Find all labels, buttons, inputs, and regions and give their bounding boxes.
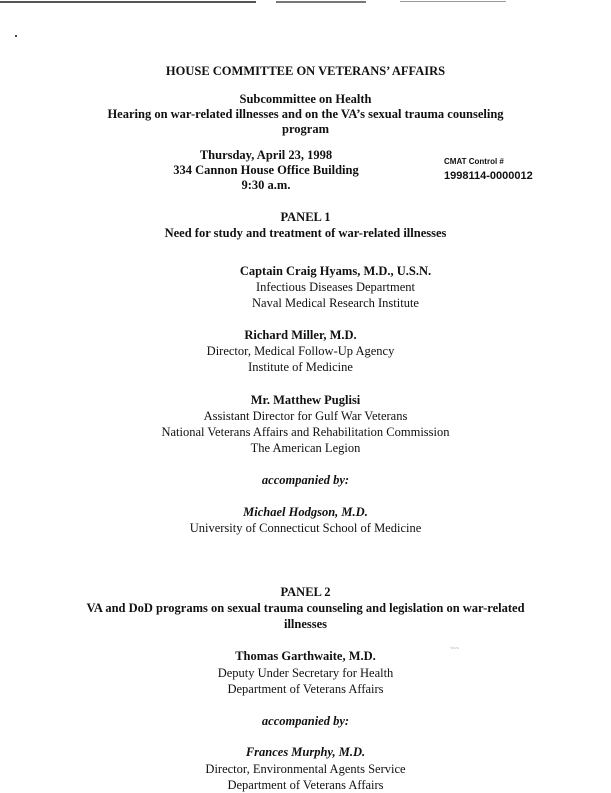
hearing-title-cont: program xyxy=(282,122,329,136)
scan-edge-line xyxy=(400,1,506,2)
scan-edge-line xyxy=(0,1,256,3)
accompanying-affiliation: University of Connecticut School of Medicine xyxy=(189,521,422,535)
committee-title: HOUSE COMMITTEE ON VETERANS’ AFFAIRS xyxy=(165,64,446,78)
scan-speck xyxy=(15,35,17,37)
witness-affiliation: Deputy Under Secretary for Health xyxy=(217,666,394,680)
cmat-control-label: CMAT Control # xyxy=(444,157,504,166)
witness-name: Mr. Matthew Puglisi xyxy=(250,393,361,407)
witness-affiliation: Director, Medical Follow-Up Agency xyxy=(206,344,395,358)
witness-name: Richard Miller, M.D. xyxy=(244,328,357,342)
hearing-time: 9:30 a.m. xyxy=(241,178,291,192)
accompanied-by-label: accompanied by: xyxy=(261,714,350,728)
cmat-control-number: 1998114-0000012 xyxy=(444,170,533,182)
witness-affiliation: Assistant Director for Gulf War Veterans xyxy=(203,409,408,423)
witness-affiliation: Infectious Diseases Department xyxy=(256,280,415,294)
hearing-date: Thursday, April 23, 1998 xyxy=(199,148,333,162)
accompanying-affiliation: Director, Environmental Agents Service xyxy=(205,762,406,776)
witness-affiliation: Naval Medical Research Institute xyxy=(252,296,419,310)
witness-name: Captain Craig Hyams, M.D., U.S.N. xyxy=(239,264,432,278)
panel2-subtitle-cont: illnesses xyxy=(283,617,328,631)
scan-edge-line xyxy=(276,1,366,3)
witness-affiliation: Department of Veterans Affairs xyxy=(227,682,384,696)
accompanying-name: Frances Murphy, M.D. xyxy=(245,745,366,759)
panel1-title: PANEL 1 xyxy=(280,210,331,224)
panel2-subtitle: VA and DoD programs on sexual trauma counseling and legislation on war-related xyxy=(86,601,525,615)
scan-mark: ~~~ xyxy=(450,646,459,652)
accompanying-affiliation: Department of Veterans Affairs xyxy=(227,778,384,792)
hearing-location: 334 Cannon House Office Building xyxy=(173,163,359,177)
accompanied-by-label: accompanied by: xyxy=(261,473,350,487)
hearing-title: Hearing on war-related illnesses and on the VA’s sexual trauma counseling xyxy=(107,107,504,121)
witness-affiliation: Institute of Medicine xyxy=(248,360,353,374)
accompanying-name: Michael Hodgson, M.D. xyxy=(243,505,368,519)
witness-affiliation: The American Legion xyxy=(250,441,361,455)
panel1-subtitle: Need for study and treatment of war-related illnesses xyxy=(164,226,447,240)
witness-affiliation: National Veterans Affairs and Rehabilitation Commission xyxy=(161,425,450,439)
panel2-title: PANEL 2 xyxy=(280,585,331,599)
witness-name: Thomas Garthwaite, M.D. xyxy=(235,649,376,663)
subcommittee: Subcommittee on Health xyxy=(239,92,372,106)
